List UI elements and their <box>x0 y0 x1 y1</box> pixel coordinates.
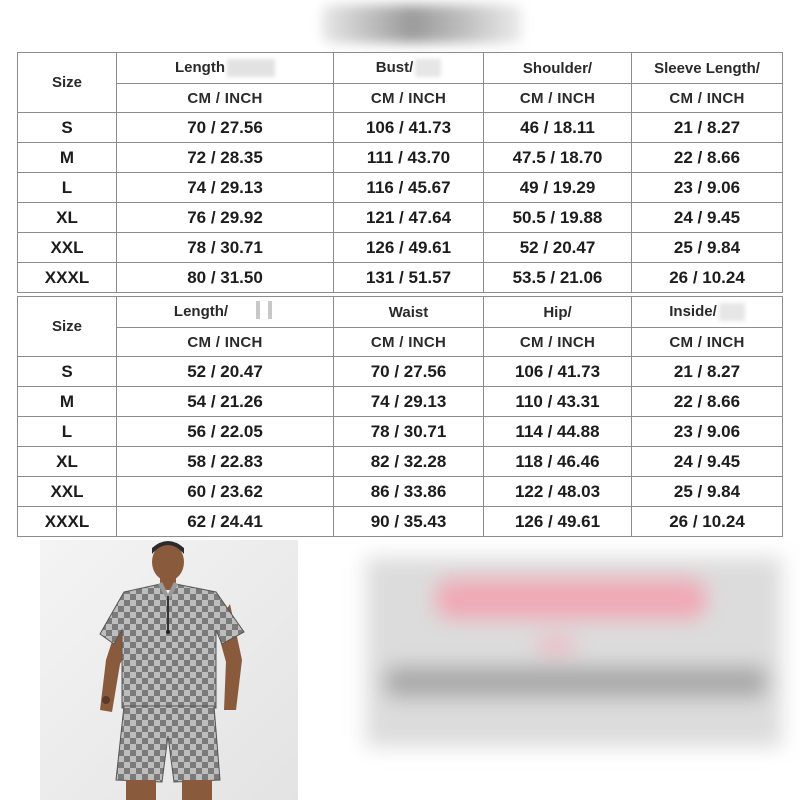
measurement-cell: 70 / 27.56 <box>117 113 334 143</box>
size-cell: XXL <box>18 477 117 507</box>
size-cell: L <box>18 417 117 447</box>
blurred-promo-panel <box>366 557 782 747</box>
measurement-cell: 70 / 27.56 <box>334 357 484 387</box>
measurement-cell: 82 / 32.28 <box>334 447 484 477</box>
bottom-size-chart-table <box>17 296 783 537</box>
size-cell: M <box>18 143 117 173</box>
measurement-cell: 21 / 8.27 <box>632 357 783 387</box>
measurement-cell: 122 / 48.03 <box>484 477 632 507</box>
unit-label: CM / INCH <box>334 328 484 357</box>
table-row <box>18 477 783 507</box>
product-photo <box>40 540 298 800</box>
measurement-cell: 78 / 30.71 <box>117 233 334 263</box>
size-cell: XXXL <box>18 263 117 293</box>
size-cell: XL <box>18 447 117 477</box>
measurement-cell: 126 / 49.61 <box>334 233 484 263</box>
measurement-cell: 53.5 / 21.06 <box>484 263 632 293</box>
measurement-cell: 74 / 29.13 <box>334 387 484 417</box>
column-header-bust <box>334 53 484 84</box>
measurement-cell: 23 / 9.06 <box>632 173 783 203</box>
measurement-cell: 62 / 24.41 <box>117 507 334 537</box>
unit-label: CM / INCH <box>117 84 334 113</box>
measurement-cell: 26 / 10.24 <box>632 507 783 537</box>
table-header-row <box>18 297 783 328</box>
measurement-cell: 23 / 9.06 <box>632 417 783 447</box>
measurement-cell: 47.5 / 18.70 <box>484 143 632 173</box>
measurement-cell: 86 / 33.86 <box>334 477 484 507</box>
table-row <box>18 143 783 173</box>
unit-label: CM / INCH <box>334 84 484 113</box>
measurement-cell: 49 / 19.29 <box>484 173 632 203</box>
blurred-banner-text <box>436 579 706 619</box>
measurement-cell: 21 / 8.27 <box>632 113 783 143</box>
measurement-cell: 118 / 46.46 <box>484 447 632 477</box>
unit-label: CM / INCH <box>632 328 783 357</box>
measurement-cell: 25 / 9.84 <box>632 477 783 507</box>
column-header-label: Sleeve Length/ <box>654 59 760 77</box>
column-header-label: Length/ <box>173 302 229 320</box>
unit-header-row <box>18 328 783 357</box>
size-cell: M <box>18 387 117 417</box>
size-cell: XXXL <box>18 507 117 537</box>
unit-label: CM / INCH <box>484 84 632 113</box>
unit-header-row <box>18 84 783 113</box>
blurred-text-smudge <box>227 59 275 77</box>
measurement-cell: 80 / 31.50 <box>117 263 334 293</box>
measurement-cell: 58 / 22.83 <box>117 447 334 477</box>
unit-label: CM / INCH <box>117 328 334 357</box>
measurement-cell: 72 / 28.35 <box>117 143 334 173</box>
measurement-cell: 110 / 43.31 <box>484 387 632 417</box>
table-row <box>18 173 783 203</box>
column-header-shoulder <box>484 53 632 84</box>
size-column-header: Size <box>18 53 117 113</box>
top-size-chart-table <box>17 52 783 293</box>
column-header-sleeve-length <box>632 53 783 84</box>
measurement-cell: 78 / 30.71 <box>334 417 484 447</box>
measurement-cell: 52 / 20.47 <box>484 233 632 263</box>
column-header-hip <box>484 297 632 328</box>
column-header-label: Shoulder/ <box>522 59 593 77</box>
column-header-label: Waist <box>388 303 429 321</box>
table-row <box>18 387 783 417</box>
table-row <box>18 417 783 447</box>
column-header-label: Inside/ <box>669 302 717 320</box>
table-row <box>18 507 783 537</box>
unit-label: CM / INCH <box>632 84 783 113</box>
measurement-cell: 76 / 29.92 <box>117 203 334 233</box>
size-cell: XXL <box>18 233 117 263</box>
measurement-cell: 25 / 9.84 <box>632 233 783 263</box>
measurement-cell: 121 / 47.64 <box>334 203 484 233</box>
blurred-banner-text <box>536 637 576 653</box>
column-header-waist <box>334 297 484 328</box>
blurred-text-smudge <box>719 303 745 321</box>
column-header-label: Length <box>175 58 225 76</box>
measurement-cell: 54 / 21.26 <box>117 387 334 417</box>
measurement-cell: 74 / 29.13 <box>117 173 334 203</box>
measurement-cell: 22 / 8.66 <box>632 143 783 173</box>
column-header-inside <box>632 297 783 328</box>
blurred-text-smudge <box>252 301 276 323</box>
table-row <box>18 233 783 263</box>
measurement-cell: 26 / 10.24 <box>632 263 783 293</box>
size-cell: XL <box>18 203 117 233</box>
size-cell: L <box>18 173 117 203</box>
measurement-cell: 50.5 / 19.88 <box>484 203 632 233</box>
blurred-banner-text <box>386 667 766 697</box>
table-row <box>18 113 783 143</box>
measurement-cell: 52 / 20.47 <box>117 357 334 387</box>
measurement-cell: 24 / 9.45 <box>632 203 783 233</box>
table-header-row <box>18 53 783 84</box>
column-header-length <box>117 53 334 84</box>
measurement-cell: 60 / 23.62 <box>117 477 334 507</box>
measurement-cell: 22 / 8.66 <box>632 387 783 417</box>
column-header-length <box>117 297 334 328</box>
measurement-cell: 131 / 51.57 <box>334 263 484 293</box>
measurement-cell: 114 / 44.88 <box>484 417 632 447</box>
size-cell: S <box>18 357 117 387</box>
table-row <box>18 357 783 387</box>
measurement-cell: 56 / 22.05 <box>117 417 334 447</box>
table-row <box>18 447 783 477</box>
blurred-text-smudge <box>415 59 441 77</box>
size-cell: S <box>18 113 117 143</box>
size-column-header: Size <box>18 297 117 357</box>
column-header-label: Bust/ <box>375 58 414 76</box>
measurement-cell: 90 / 35.43 <box>334 507 484 537</box>
measurement-cell: 106 / 41.73 <box>334 113 484 143</box>
measurement-cell: 116 / 45.67 <box>334 173 484 203</box>
column-header-label: Hip/ <box>543 303 572 321</box>
measurement-cell: 24 / 9.45 <box>632 447 783 477</box>
measurement-cell: 46 / 18.11 <box>484 113 632 143</box>
unit-label: CM / INCH <box>484 328 632 357</box>
measurement-cell: 111 / 43.70 <box>334 143 484 173</box>
measurement-cell: 126 / 49.61 <box>484 507 632 537</box>
table-row <box>18 203 783 233</box>
measurement-cell: 106 / 41.73 <box>484 357 632 387</box>
blurred-header-logo <box>322 5 522 43</box>
checkered-polo-shorts-set-photo <box>40 540 298 800</box>
table-row <box>18 263 783 293</box>
